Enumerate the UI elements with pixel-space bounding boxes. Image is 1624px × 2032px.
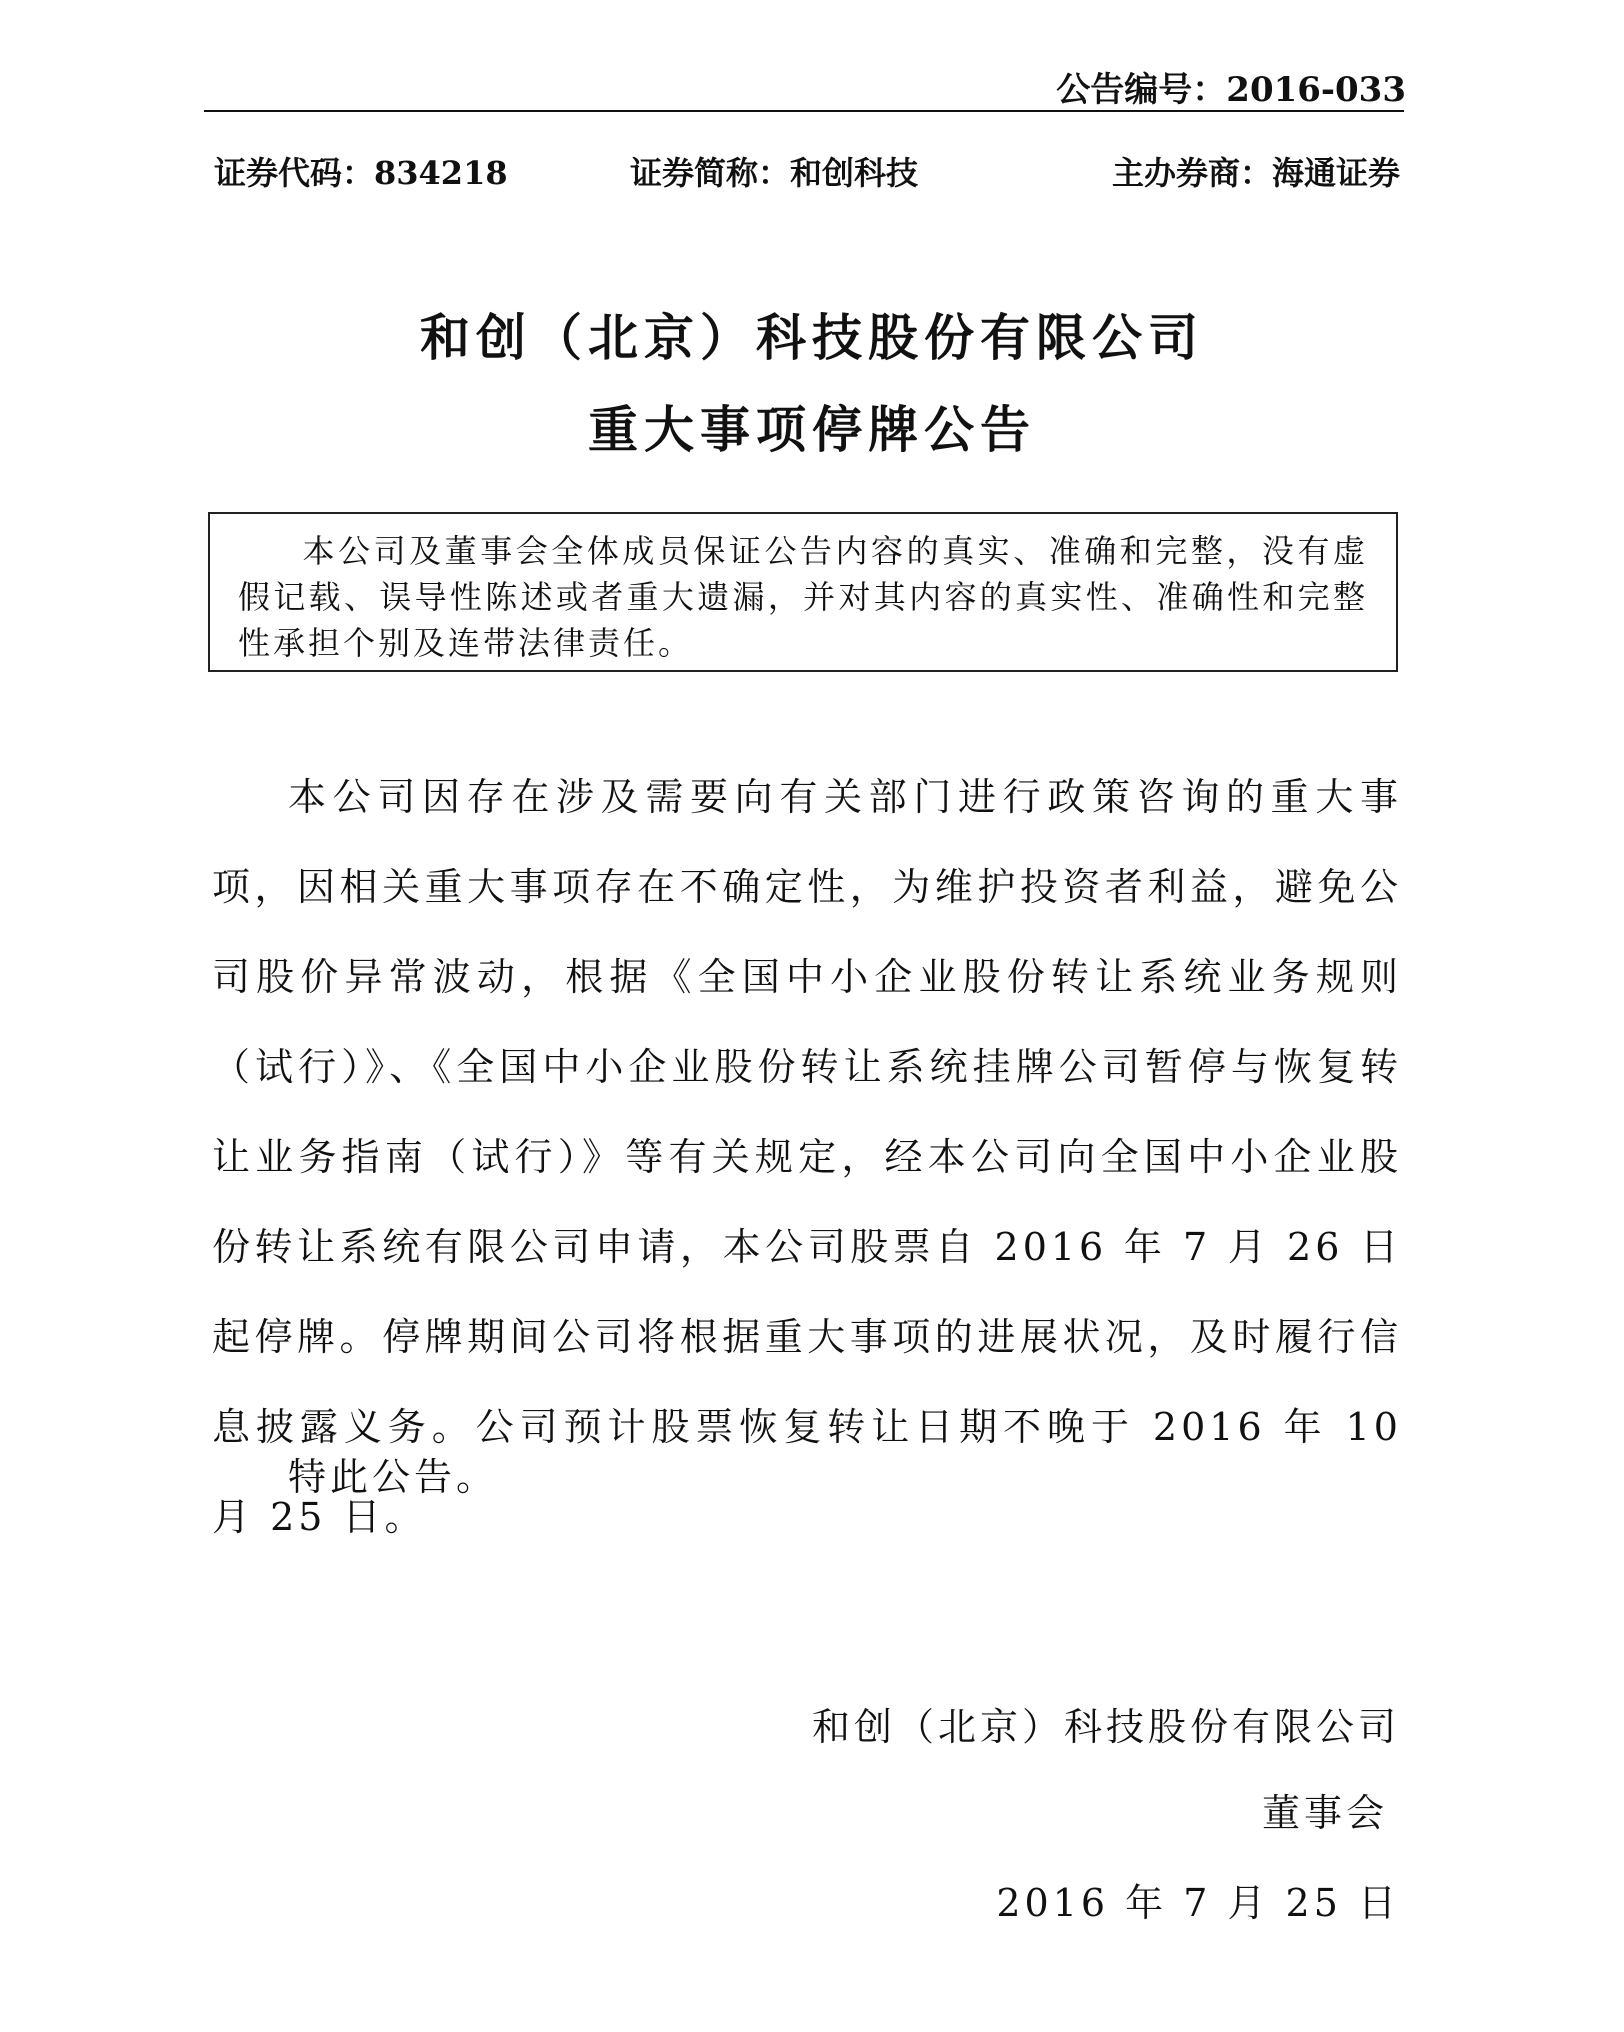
closing-remark: 特此公告。 (288, 1455, 499, 1499)
signature-date: 2016 年 7 月 25 日 (996, 1881, 1400, 1925)
announcement-number: 公告编号：2016-033 (1056, 70, 1406, 110)
announcement-body (212, 752, 1402, 1562)
security-abbreviation: 证券简称：和创科技 (630, 154, 919, 192)
body-paragraph: 本公司因存在涉及需要向有关部门进行政策咨询的重大事项，因相关重大事项存在不确定性，为维护投资者利益，避免公司股价异常波动，根据《全国中小企业股份转让系统业务规则（试行）》、《全国中小企业股份转让系统挂牌公司暂停与恢复转让业务指南（试行）》等有关规定，经本公司向全国中小企业股份转让系统有限公司申请，本公司股票自 2016 年 7 月 26 日起停牌。停牌期间公司将根据重大事项的进展状况，及时履行信息披露义务。公司预计股票恢复转让日期不晚于 2016 年 10 月 25 日。 (212, 775, 1402, 1539)
lead-broker: 主办券商：海通证券 (1111, 154, 1400, 192)
header-divider (204, 110, 1404, 112)
disclaimer-text: 本公司及董事会全体成员保证公告内容的真实、准确和完整，没有虚假记载、误导性陈述或者重大遗漏，并对其内容的真实性、准确性和完整性承担个别及连带法律责任。 (238, 532, 1368, 662)
signature-company: 和创（北京）科技股份有限公司 (811, 1705, 1400, 1749)
disclaimer-box (208, 512, 1398, 672)
document-title-subject: 重大事项停牌公告 (588, 400, 1036, 459)
security-info-row (214, 148, 1400, 194)
document-title-company: 和创（北京）科技股份有限公司 (420, 308, 1204, 367)
security-code: 证券代码：834218 (214, 154, 508, 192)
signature-board: 董事会 (1261, 1791, 1388, 1835)
